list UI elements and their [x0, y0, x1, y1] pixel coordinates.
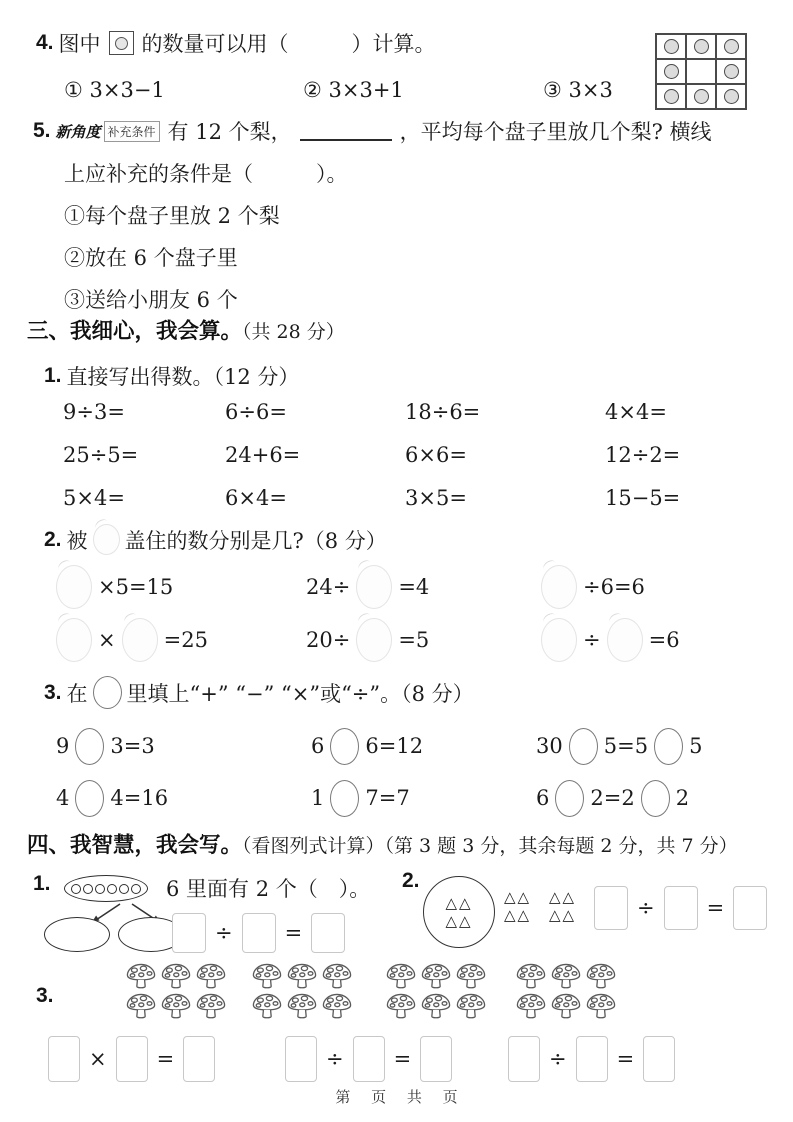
answer-box — [116, 1036, 148, 1082]
peach-cover-icon — [56, 618, 92, 662]
six-dots-oval — [64, 875, 148, 902]
answer-box — [576, 1036, 608, 1082]
circle-icon — [71, 884, 81, 894]
s3-q2-text-post: 盖住的数分别是几?（8 分） — [124, 528, 387, 553]
s4-q2-equation — [594, 886, 767, 930]
equation-text: 2=2 — [590, 786, 635, 810]
triangle-row: △△ — [445, 894, 473, 912]
blank-underline — [300, 139, 392, 141]
operator-circle — [555, 780, 584, 817]
question-4-text-post: 的数量可以用（ ）计算。 — [141, 32, 436, 56]
operator-equation — [536, 774, 689, 822]
section-3-score: （共 28 分） — [242, 321, 345, 343]
circle-in-box-icon — [109, 31, 134, 55]
s3-q1-text: 直接写出得数。（12 分） — [66, 365, 300, 389]
question-4 — [36, 28, 436, 58]
equation-text: =4 — [398, 575, 430, 599]
arithmetic-item: 25÷5= — [63, 443, 139, 467]
equation-text: 24÷ — [306, 575, 351, 599]
peach-cover-icon — [541, 565, 577, 609]
equation-text: =6 — [648, 628, 680, 652]
mushroom-icon — [584, 992, 618, 1021]
grid-cell — [656, 34, 686, 59]
circled-triangles — [423, 876, 495, 948]
circle-icon — [95, 884, 105, 894]
arithmetic-item: 12÷2= — [605, 443, 681, 467]
arithmetic-item: 6÷6= — [225, 400, 287, 424]
s3-q2-number: 2. — [44, 527, 62, 551]
s3-q2-text-pre: 被 — [66, 528, 88, 553]
q5-option-3: ③送给小朋友 6 个 — [64, 288, 238, 312]
equation-text: × — [98, 628, 116, 652]
triangle-row: △△ — [549, 888, 577, 906]
section-4-heading — [27, 828, 738, 859]
answer-box — [242, 913, 276, 953]
operator-equation — [56, 722, 155, 770]
mushroom-icon — [194, 992, 228, 1021]
arithmetic-item: 6×4= — [225, 486, 287, 510]
divide-sign: ÷ — [549, 1047, 567, 1071]
mushroom-icon — [584, 962, 618, 991]
mushroom-icon — [419, 962, 453, 991]
mushroom-icon — [124, 962, 158, 991]
section-4-title: 四、我智慧，我会写。 — [27, 833, 243, 857]
mushroom-icon — [194, 962, 228, 991]
operator-circle — [75, 780, 104, 817]
arithmetic-item: 24+6= — [225, 443, 301, 467]
s3-q1-number: 1. — [44, 364, 62, 387]
triangle-group — [504, 888, 531, 924]
mushroom-group — [250, 962, 355, 1021]
s4-q3-number: 3. — [36, 984, 54, 1007]
equals-sign: = — [156, 1047, 175, 1071]
equals-sign: = — [616, 1047, 635, 1071]
covered-equation — [306, 563, 429, 611]
covered-equation — [56, 563, 173, 611]
mushroom-icon — [454, 992, 488, 1021]
peach-leaf — [542, 611, 558, 626]
peach-leaf — [57, 611, 73, 626]
q5-option-1: ①每个盘子里放 2 个梨 — [64, 204, 280, 228]
badge-tag: 补充条件 — [104, 121, 160, 142]
question-4-options — [0, 78, 793, 108]
answer-box — [643, 1036, 675, 1082]
equation-text: 1 — [311, 786, 325, 810]
question-5-text-b: ，平均每个盘子里放几个梨? 横线 — [399, 120, 712, 144]
operator-equation — [311, 722, 423, 770]
mushroom-icon — [384, 992, 418, 1021]
triangle-row: △△ — [504, 906, 532, 924]
mushroom-icon — [514, 962, 548, 991]
answer-box — [311, 913, 345, 953]
equation-text: 9 — [56, 734, 70, 758]
equation-text: 6=12 — [365, 734, 424, 758]
equation-text: ÷6=6 — [583, 575, 645, 599]
circle-icon — [131, 884, 141, 894]
operator-circle — [93, 676, 122, 709]
equation-text: 4 — [56, 786, 70, 810]
mushroom-icon — [124, 992, 158, 1021]
arithmetic-item: 18÷6= — [405, 400, 481, 424]
arithmetic-item: 3×5= — [405, 486, 467, 510]
peach-cover-icon — [541, 618, 577, 662]
question-4-number: 4. — [36, 31, 54, 54]
circle-icon — [724, 39, 739, 54]
s4-q3-equation-2 — [285, 1036, 452, 1082]
question-5-line2: 上应补充的条件是（ ）。 — [64, 162, 348, 186]
peach-cover-icon — [93, 524, 120, 555]
q4-option-1: ① 3×3−1 — [64, 78, 165, 102]
mushroom-icon — [159, 992, 193, 1021]
covered-equation — [541, 616, 680, 664]
s4-q1-number: 1. — [33, 872, 51, 895]
mushroom-icon — [159, 962, 193, 991]
triangle-row: △△ — [445, 912, 473, 930]
question-5 — [33, 116, 712, 146]
s3-q3-text-post: 里填上“+” “−” “×”或“÷”。（8 分） — [126, 681, 474, 706]
equation-text: 3=3 — [110, 734, 155, 758]
circle-icon — [83, 884, 93, 894]
mushroom-icon — [384, 962, 418, 991]
s3-q2-label — [44, 524, 387, 555]
s4-q2-number: 2. — [402, 869, 420, 892]
arithmetic-item: 9÷3= — [63, 400, 125, 424]
section-4-note: （看图列式计算）（第 3 题 3 分，其余每题 2 分，共 7 分） — [242, 835, 738, 857]
mushroom-icon — [250, 992, 284, 1021]
mushroom-icon — [285, 962, 319, 991]
peach-cover-icon — [607, 618, 643, 662]
answer-box — [172, 913, 206, 953]
circle-icon — [664, 64, 679, 79]
operator-equation — [56, 774, 168, 822]
page-footer: 第 页 共 页 — [335, 1088, 458, 1106]
s4-q3-equation-1 — [48, 1036, 215, 1082]
equation-text: 5=5 — [603, 734, 649, 758]
answer-box — [594, 886, 628, 930]
arithmetic-item: 5×4= — [63, 486, 125, 510]
answer-box — [508, 1036, 540, 1082]
s3-q1-label — [44, 361, 299, 391]
equation-text: 5 — [689, 734, 703, 758]
peach-cover-icon — [356, 565, 392, 609]
covered-equation — [541, 563, 645, 611]
mushroom-icon — [419, 992, 453, 1021]
s3-q3-text-pre: 在 — [66, 681, 88, 706]
triangle-group — [445, 894, 472, 930]
mushroom-icon — [549, 992, 583, 1021]
mushroom-icon — [514, 992, 548, 1021]
operator-equation — [536, 722, 702, 770]
peach-cover-icon — [56, 565, 92, 609]
operator-equation — [311, 774, 410, 822]
answer-box — [733, 886, 767, 930]
equation-text: 6 — [311, 734, 325, 758]
equation-text: =25 — [163, 628, 208, 652]
answer-box — [420, 1036, 452, 1082]
operator-circle — [330, 728, 359, 765]
peach-cover-icon — [122, 618, 158, 662]
peach-leaf — [357, 558, 373, 573]
mushroom-icon — [549, 962, 583, 991]
circle-icon — [694, 39, 709, 54]
covered-equation — [56, 616, 208, 664]
mushroom-group — [514, 962, 619, 1021]
circle-icon — [724, 64, 739, 79]
q4-option-3: ③ 3×3 — [543, 78, 613, 102]
s4-q3-equation-3 — [508, 1036, 675, 1082]
equation-text: 20÷ — [306, 628, 351, 652]
circle-icon — [107, 884, 117, 894]
answer-box — [664, 886, 698, 930]
mushroom-icon — [250, 962, 284, 991]
peach-leaf — [57, 558, 73, 573]
answer-box — [285, 1036, 317, 1082]
circle-icon — [115, 37, 128, 50]
operator-circle — [75, 728, 104, 765]
triangle-group — [549, 888, 576, 924]
q4-option-2: ② 3×3+1 — [303, 78, 404, 102]
question-5-number: 5. — [33, 119, 51, 142]
covered-equation — [306, 616, 429, 664]
mushroom-icon — [320, 992, 354, 1021]
operator-circle — [330, 780, 359, 817]
answer-box — [48, 1036, 80, 1082]
peach-leaf — [93, 517, 109, 532]
triangle-row: △△ — [549, 906, 577, 924]
arithmetic-item: 15−5= — [605, 486, 681, 510]
mushroom-group — [124, 962, 229, 1021]
arithmetic-grid — [63, 400, 745, 510]
badge-title: 新角度 — [55, 123, 101, 141]
equation-text: 6 — [536, 786, 550, 810]
s4-q1-equation — [172, 913, 345, 953]
s4-q1-caption: 6 里面有 2 个（ ）。 — [166, 877, 371, 901]
equals-sign: = — [393, 1047, 412, 1071]
new-angle-badge — [56, 121, 160, 142]
peach-leaf — [357, 611, 373, 626]
grid-cell — [716, 34, 746, 59]
equation-text: 30 — [536, 734, 563, 758]
equation-text: ×5=15 — [98, 575, 174, 599]
operator-circle — [654, 728, 683, 765]
operator-circle — [641, 780, 670, 817]
mushroom-group — [384, 962, 489, 1021]
circle-icon — [664, 39, 679, 54]
equation-text: 2 — [675, 786, 690, 810]
arithmetic-item: 4×4= — [605, 400, 667, 424]
multiply-sign: × — [89, 1047, 107, 1071]
divide-sign: ÷ — [215, 921, 233, 945]
question-5-text-a: 有 12 个梨， — [167, 120, 292, 144]
empty-oval — [44, 917, 110, 952]
circle-icon — [119, 884, 129, 894]
peach-leaf — [122, 611, 138, 626]
equation-text: 4=16 — [110, 786, 169, 810]
section-3-heading — [27, 314, 345, 345]
mushroom-icon — [285, 992, 319, 1021]
question-4-text-pre: 图中 — [58, 32, 101, 56]
q5-option-2: ②放在 6 个盘子里 — [64, 246, 238, 270]
divide-sign: ÷ — [326, 1047, 344, 1071]
answer-box — [353, 1036, 385, 1082]
s3-q3-number: 3. — [44, 680, 62, 704]
equation-text: 7=7 — [365, 786, 410, 810]
peach-leaf — [607, 611, 623, 626]
equals-sign: = — [706, 896, 725, 920]
triangle-row: △△ — [504, 888, 532, 906]
equation-text: =5 — [398, 628, 430, 652]
grid-cell — [686, 34, 716, 59]
divide-sign: ÷ — [637, 896, 655, 920]
arithmetic-item: 6×6= — [405, 443, 467, 467]
equals-sign: = — [284, 921, 303, 945]
answer-box — [183, 1036, 215, 1082]
mushroom-icon — [454, 962, 488, 991]
peach-leaf — [542, 558, 558, 573]
peach-cover-icon — [356, 618, 392, 662]
equation-text: ÷ — [583, 628, 601, 652]
s3-q3-label — [44, 676, 474, 709]
section-3-title: 三、我细心，我会算。 — [27, 319, 243, 343]
operator-circle — [569, 728, 598, 765]
mushroom-icon — [320, 962, 354, 991]
